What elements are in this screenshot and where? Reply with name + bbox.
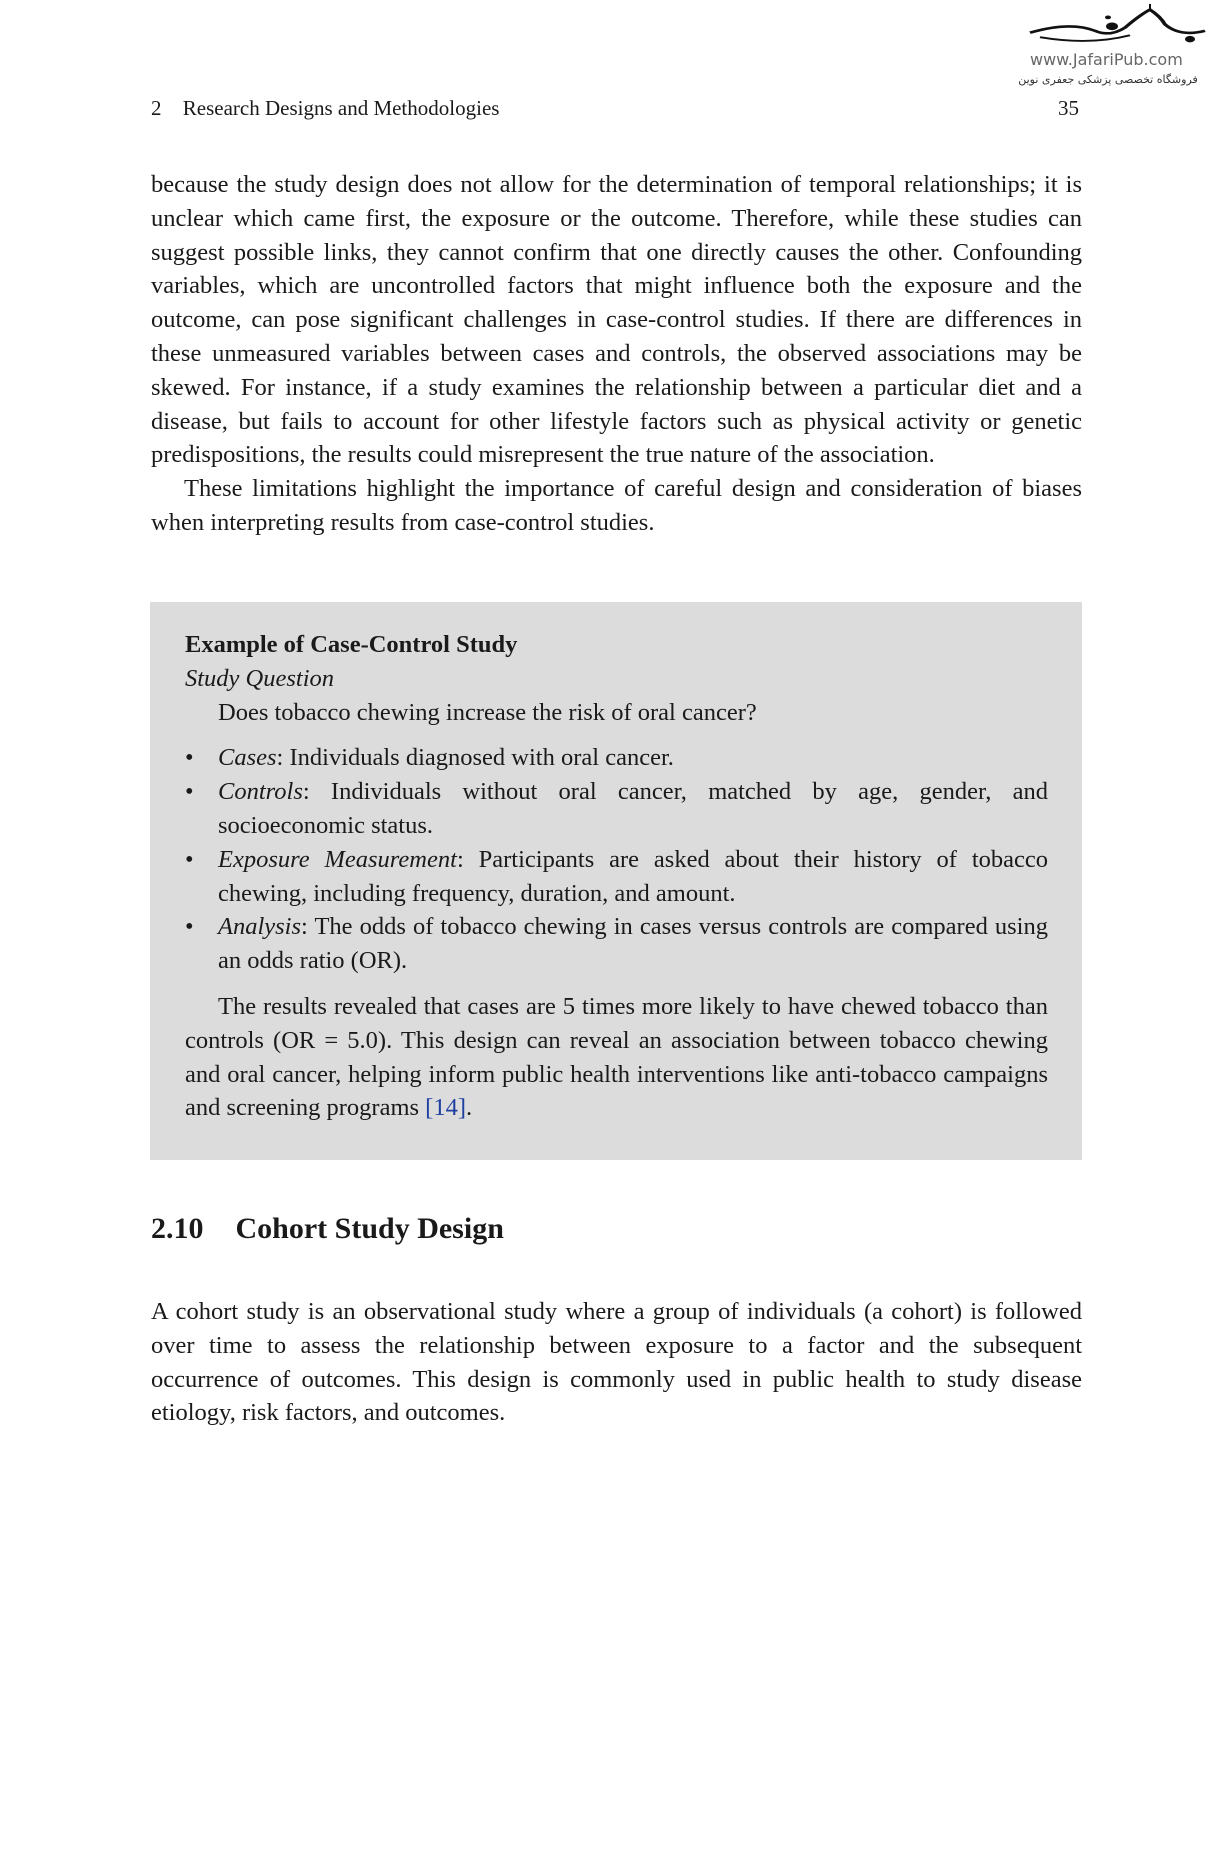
- example-subtitle: Study Question: [185, 664, 335, 692]
- study-question: Does tobacco chewing increase the risk of oral cancer?: [218, 698, 757, 726]
- chapter-number: 2: [151, 96, 162, 120]
- item-term: Analysis: [218, 913, 302, 941]
- body-text: [151, 168, 1082, 540]
- example-result: [185, 990, 1048, 1125]
- list-item: [185, 910, 1048, 978]
- running-title: Research Designs and Methodologies: [182, 96, 500, 120]
- running-head: [151, 96, 499, 121]
- watermark-url: www.JafariPub.com: [1030, 50, 1183, 69]
- list-item: [185, 741, 1048, 775]
- item-text: : Participants are asked about their history of tobacco chewing, including frequency, duration, and amount.: [218, 845, 1048, 907]
- page-number: 35: [1058, 96, 1079, 120]
- result-text: The results revealed that cases are 5 times more likely to have chewed tobacco than controls (OR = 5.0). This design can reveal an association between tobacco chewing and oral cancer, helping inform public health interventions like anti-tobacco campaigns and screening programs: [185, 992, 1048, 1122]
- section-body: [151, 1295, 1082, 1430]
- list-item: [185, 775, 1048, 843]
- example-title: Example of Case-Control Study: [185, 631, 518, 658]
- item-text: : The odds of tobacco chewing in cases versus controls are compared using an odds ratio (OR).: [218, 913, 1048, 975]
- section-number: 2.10: [151, 1212, 204, 1245]
- paragraph: These limitations highlight the importance of careful design and consideration of biases when interpreting results from case-control studies.: [151, 475, 1082, 536]
- citation-link[interactable]: [14]: [425, 1094, 466, 1122]
- result-end: .: [465, 1094, 473, 1122]
- section-heading: [151, 1212, 504, 1246]
- list-item: [185, 843, 1048, 911]
- item-term: Exposure Measurement: [218, 845, 457, 873]
- item-text: : Individuals diagnosed with oral cancer.: [276, 744, 674, 772]
- item-text: : Individuals without oral cancer, matched by age, gender, and socioeconomic status.: [218, 778, 1048, 839]
- item-term: Cases: [218, 744, 277, 772]
- item-term: Controls: [218, 778, 303, 806]
- example-box: [150, 602, 1082, 1160]
- example-list: [185, 741, 1048, 978]
- section-title: Cohort Study Design: [235, 1212, 504, 1245]
- paragraph: because the study design does not allow for the determination of temporal relationships; it is unclear which came first, the exposure or the outcome. Therefore, while these studies can suggest possible links, they cannot confirm that one directly causes the other. Confounding variables, which are uncontrolled factors that might influence both the exposure and the outcome, can pose significant challenges in case-control studies. If there are differences in these unmeasured variables between cases and controls, the observed associations may be skewed. For instance, if a study examines the relationship between a particular diet and a disease, but fails to account for other lifestyle factors such as physical activity or genetic predispositions, the results could misrepresent the true nature of the association.: [151, 171, 1082, 469]
- publisher-watermark-logo: [1000, 2, 1215, 90]
- calligraphy-logo-icon: [1000, 2, 1215, 50]
- watermark-tagline: فروشگاه تخصصی پزشکی جعفری نوین: [1018, 73, 1198, 86]
- paragraph: A cohort study is an observational study where a group of individuals (a cohort) is followed over time to assess the relationship between exposure to a factor and the subsequent occurrence of outcomes. This design is commonly used in public health to study disease etiology, risk factors, and outcomes.: [151, 1298, 1082, 1427]
